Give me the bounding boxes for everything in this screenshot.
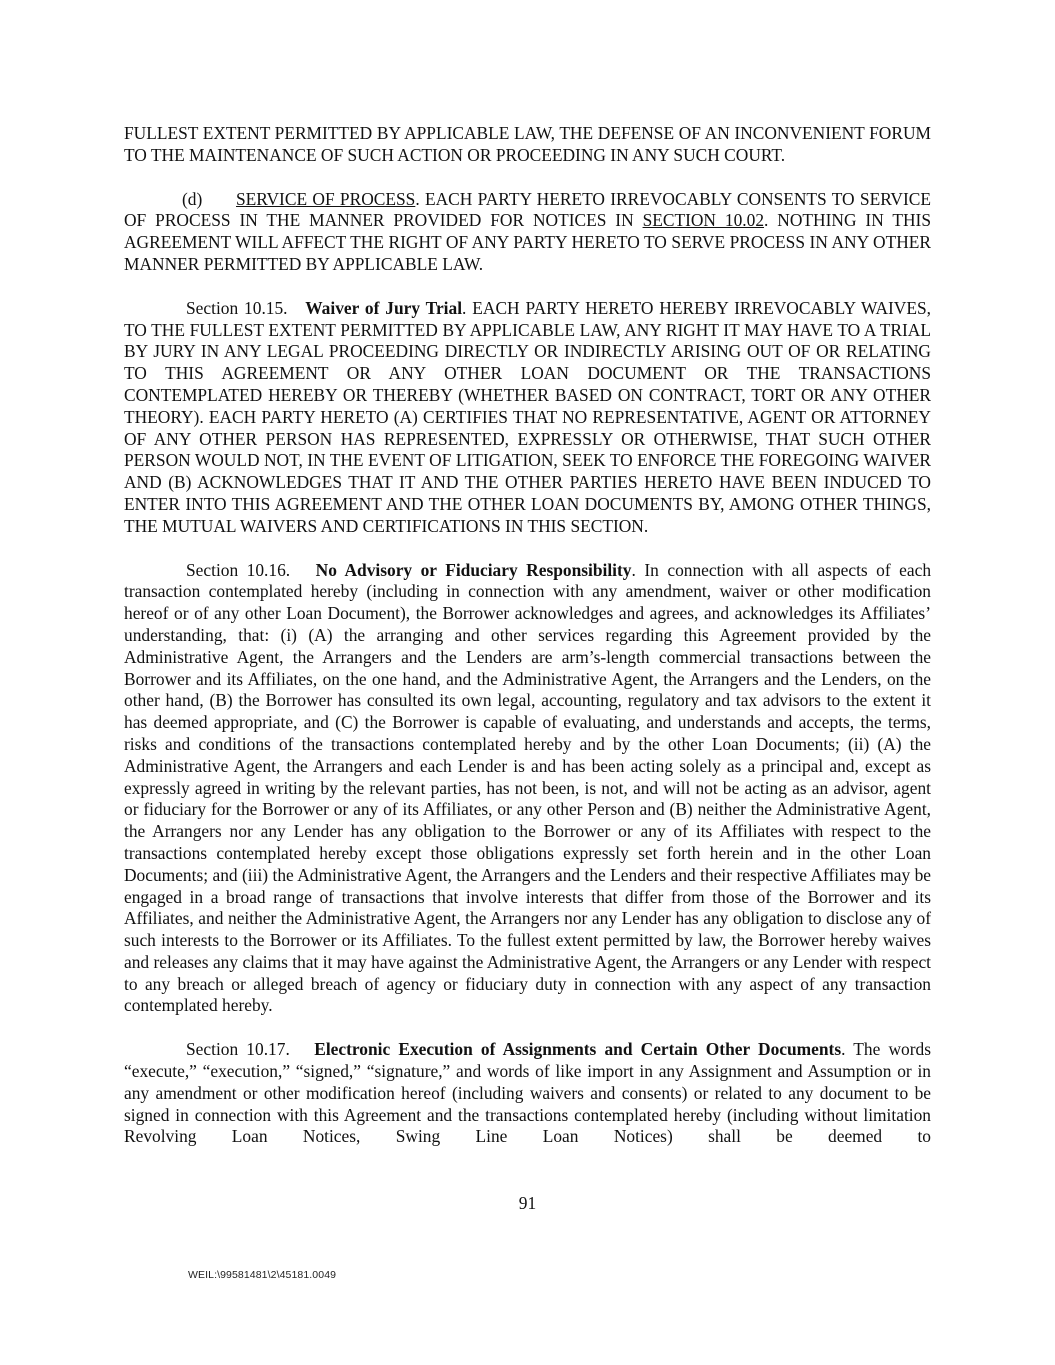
section-10-15-body: . EACH PARTY HERETO HEREBY IRREVOCABLY WAIVES, TO THE FULLEST EXTENT PERMITTED BY APPLICABLE LAW, ANY RIGHT IT MAY HAVE TO A TRIAL BY JURY IN ANY LEGAL PROCEEDING DIRECTLY OR INDIRECTLY ARISING OUT OF OR RELATING TO THIS AGREEMENT OR ANY OTHER LOAN DOCUMENT OR THE TRANSACTIONS CONTEMPLATED HEREBY OR THEREBY (WHETHER BASED ON CONTRACT, TORT OR ANY OTHER THEORY). EACH PARTY HERETO (A) CERTIFIES THAT NO REPRESENTATIVE, AGENT OR ATTORNEY OF ANY OTHER PERSON HAS REPRESENTED, EXPRESSLY OR OTHERWISE, THAT SUCH OTHER PERSON WOULD NOT, IN THE EVENT OF LITIGATION, SEEK TO ENFORCE THE FOREGOING WAIVER AND (B) ACKNOWLEDGES THAT IT AND THE OTHER PARTIES HERETO HAVE BEEN INDUCED TO ENTER INTO THIS AGREEMENT AND THE OTHER LOAN DOCUMENTS BY, AMONG OTHER THINGS, THE MUTUAL WAIVERS AND CERTIFICATIONS IN THIS SECTION. — [124, 297, 931, 536]
subsection-d-label: (d) — [182, 188, 203, 209]
continuation-text: FULLEST EXTENT PERMITTED BY APPLICABLE LAW, THE DEFENSE OF AN INCONVENIENT FORUM TO THE MAINTENANCE OF SUCH ACTION OR PROCEEDING IN ANY SUCH COURT. — [124, 123, 931, 165]
subsection-d-heading: SERVICE OF PROCESS — [236, 188, 416, 209]
section-10-16-number: Section 10.16. — [186, 559, 291, 580]
section-10-17-body: . The words “execute,” “execution,” “signed,” “signature,” and words of like import in any Assignment and Assumption or in any amendment or other modification hereof (including waivers and consents) or related to any document to be signed in connection with this Agreement and the transactions contemplated hereby (including without limitation Revolving Loan Notices, Swing Line Loan Notices) shall be deemed to — [124, 1039, 931, 1147]
subsection-d-text-end: . NOTHING IN THIS AGREEMENT WILL AFFECT THE RIGHT OF ANY PARTY HERETO TO SERVE PROCESS IN ANY OTHER MANNER PERMITTED BY APPLICABLE LAW. — [124, 210, 931, 274]
section-10-15-paragraph — [124, 298, 931, 538]
section-10-02-reference: SECTION 10.02 — [642, 210, 765, 231]
continuation-paragraph — [124, 123, 931, 167]
document-body — [124, 123, 931, 1148]
section-10-17-paragraph — [124, 1039, 931, 1148]
subsection-d-text: . EACH PARTY HERETO IRREVOCABLY CONSENTS TO SERVICE OF PROCESS IN THE MANNER PROVIDED FOR NOTICES IN — [124, 188, 931, 231]
section-10-16-body: . In connection with all aspects of each transaction contemplated hereby (including in connection with any amendment, waiver or other modification hereof or of any other Loan Document), the Borrower acknowledges and agrees, and acknowledges its Affiliates’ understanding, that: (i) (A) the arranging and other services regarding this Agreement provided by the Administrative Agent, the Arrangers and the Lenders are arm’s-length commercial transactions between the Borrower and its Affiliates, on the one hand, and the Administrative Agent, the Arrangers and the Lenders, on the other hand, (B) the Borrower has consulted its own legal, accounting, regulatory and tax advisors to the extent it has deemed appropriate, and (C) the Borrower is capable of evaluating, and understands and accepts, the terms, risks and conditions of the transactions contemplated hereby and by the other Loan Documents; (ii) (A) the Administrative Agent, the Arrangers and each Lender is and has been acting solely as a principal and, except as expressly agreed in writing by the relevant parties, has not been, is not, and will not be acting as an advisor, agent or fiduciary for the Borrower or any of its Affiliates, or any other Person and (B) neither the Administrative Agent, the Arrangers nor any Lender has any obligation to the Borrower or any of its Affiliates with respect to the transactions contemplated hereby except those obligations expressly set forth herein and in the other Loan Documents; and (iii) the Administrative Agent, the Arrangers and the Lenders and their respective Affiliates may be engaged in a broad range of transactions that involve interests that differ from those of the Borrower and its Affiliates, and neither the Administrative Agent, the Arrangers nor any Lender has any obligation to disclose any of such interests to the Borrower or its Affiliates. To the fullest extent permitted by law, the Borrower hereby waives and releases any claims that it may have against the Administrative Agent, the Arrangers or any Lender with respect to any breach or alleged breach of agency or fiduciary duty in connection with any aspect of any transaction contemplated hereby. — [124, 559, 932, 1016]
section-10-15-title: Waiver of Jury Trial — [305, 297, 463, 318]
page-number: 91 — [518, 1193, 537, 1213]
section-10-16-title: No Advisory or Fiduciary Responsibility — [315, 559, 632, 580]
subsection-d-paragraph — [124, 189, 931, 276]
section-10-16-paragraph — [124, 560, 931, 1018]
section-10-17-title: Electronic Execution of Assignments and Certain Other Documents — [314, 1039, 842, 1060]
section-10-15-number: Section 10.15. — [186, 297, 288, 318]
document-id-footer: WEIL:\99581481\2\45181.0049 — [188, 1269, 337, 1281]
section-10-17-number: Section 10.17. — [186, 1039, 290, 1060]
